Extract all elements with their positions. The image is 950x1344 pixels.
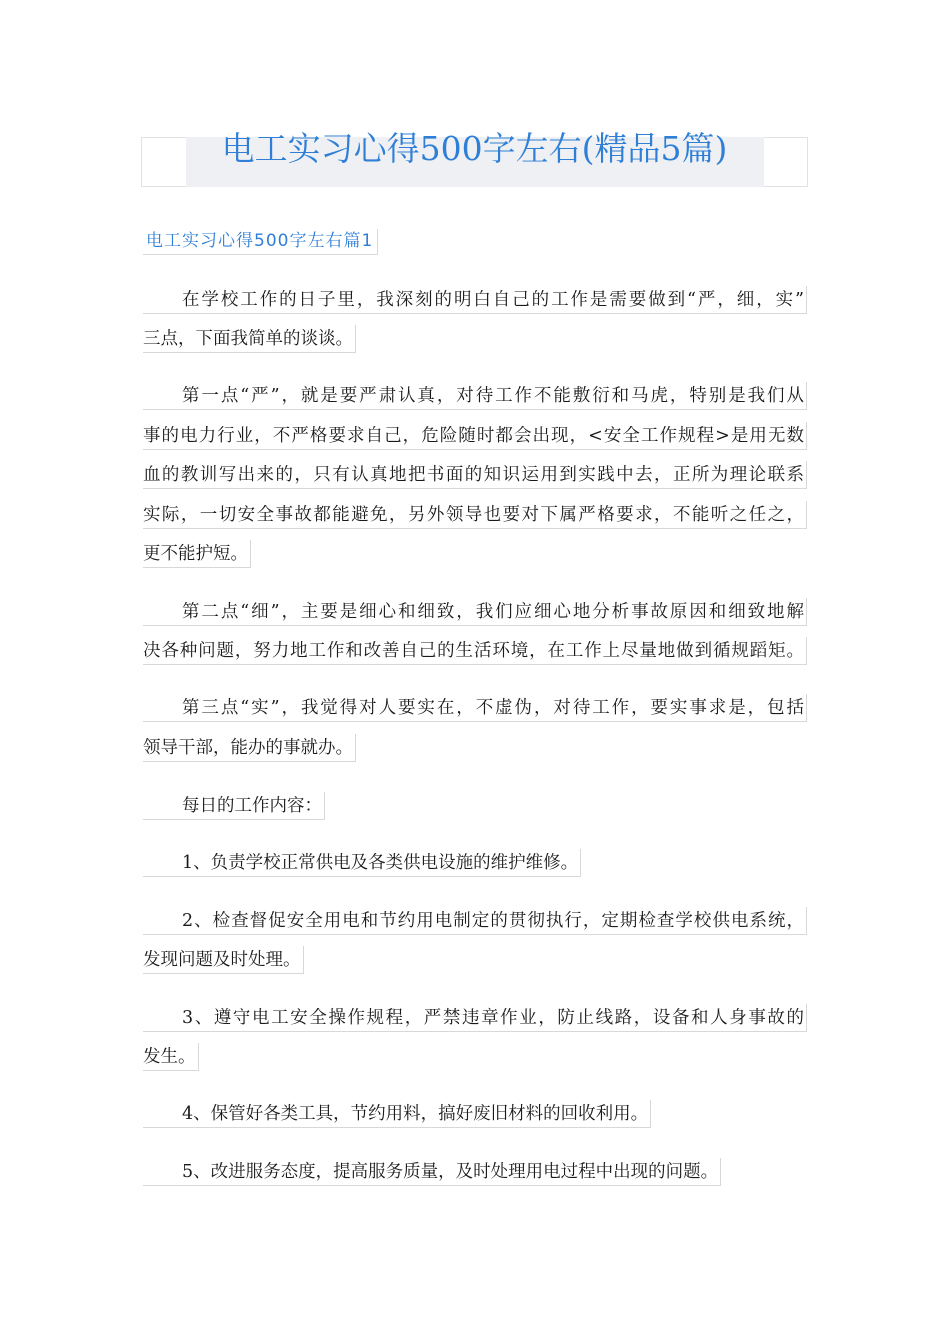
section-heading: 电工实习心得500字左右篇1 — [143, 229, 378, 255]
paragraph-line: 三点，下面我简单的谈谈。 — [143, 325, 356, 353]
list-item: 1、负责学校正常供电及各类供电设施的维护维修。 — [143, 849, 581, 877]
list-item: 发现问题及时处理。 — [143, 946, 304, 974]
paragraph-line: 血的教训写出来的，只有认真地把书面的知识运用到实践中去，正所为理论联系 — [143, 461, 807, 489]
list-item: 发生。 — [143, 1043, 199, 1071]
paragraph-line: 决各种问题，努力地工作和改善自己的生活环境，在工作上尽量地做到循规蹈矩。 — [143, 637, 807, 665]
list-item: 2、检查督促安全用电和节约用电制定的贯彻执行，定期检查学校供电系统， — [143, 907, 807, 935]
paragraph-line: 第一点“严”，就是要严肃认真，对待工作不能敷衍和马虎，特别是我们从 — [143, 382, 807, 410]
paragraph-line: 在学校工作的日子里，我深刻的明白自己的工作是需要做到“严，细，实” — [143, 286, 807, 314]
list-item: 4、保管好各类工具，节约用料，搞好废旧材料的回收利用。 — [143, 1100, 651, 1128]
paragraph-line: 事的电力行业，不严格要求自己，危险随时都会出现，<安全工作规程>是用无数 — [143, 422, 807, 450]
document-title: 电工实习心得500字左右(精品5篇) — [221, 129, 728, 168]
paragraph-line: 第二点“细”，主要是细心和细致，我们应细心地分析事故原因和细致地解 — [143, 598, 807, 626]
list-item: 3、遵守电工安全操作规程，严禁违章作业，防止线路，设备和人身事故的 — [143, 1004, 807, 1032]
paragraph-line: 每日的工作内容： — [143, 792, 325, 820]
paragraph-line: 更不能护短。 — [143, 540, 251, 568]
paragraph-line: 领导干部，能办的事就办。 — [143, 734, 356, 762]
paragraph-line: 第三点“实”，我觉得对人要实在，不虚伪，对待工作，要实事求是，包括 — [143, 694, 807, 722]
list-item: 5、改进服务态度，提高服务质量，及时处理用电过程中出现的问题。 — [143, 1158, 721, 1186]
paragraph-line: 实际，一切安全事故都能避免，另外领导也要对下属严格要求，不能听之任之， — [143, 501, 807, 529]
